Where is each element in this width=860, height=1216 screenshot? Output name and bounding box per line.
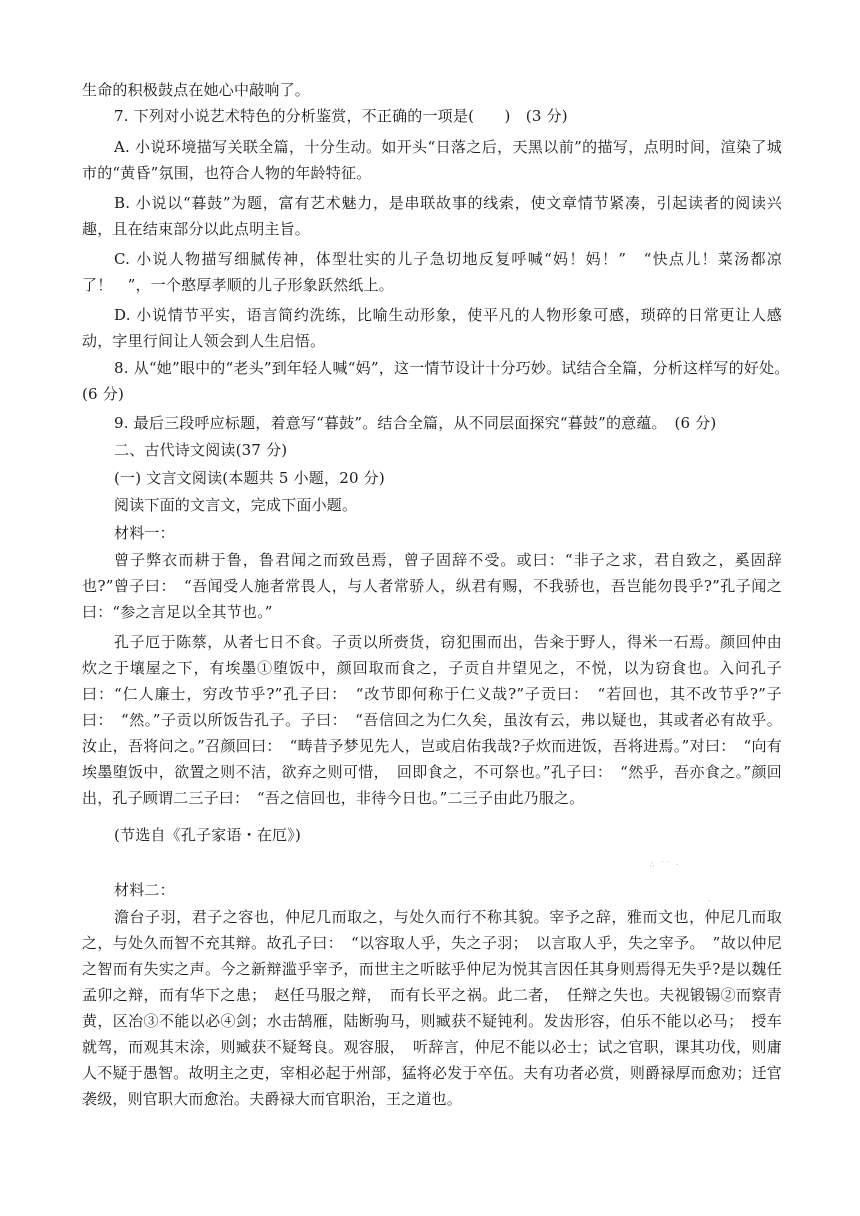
question-9: 9. 最后三段呼应标题，着意写“暮鼓”。结合全篇，从不同层面探究“暮鼓”的意蕴。 (6 分) — [114, 414, 717, 432]
material-one-para-2: 孔子厄于陈蔡，从者七日不食。子贡以所赍货，窃犯围而出，告籴于野人，得米一石焉。颜回仲由炊之于壤屋之下，有埃墨①堕饭中，颜回取而食之，子贡自井望见之，不悦，以为窃食也。入问孔子曰：“仁人廉士，穷改节乎?”孔子曰： “改节即何称于仁义哉?”子贡曰： “若回也，其不改节乎?”子曰： “然。”子贡以所饭告孔子。子曰： “吾信回之为仁久矣，虽汝有云，弗以疑也，其或者必有故乎。汝止，吾将问之。”召颜回曰： “畴昔予梦见先人，岂或启佑我哉?子炊而进饭，吾将进焉。”对曰： “向有埃墨堕饭中，欲置之则不洁，欲弃之则可惜， 回即食之，不可祭也。”孔子曰： “然乎，吾亦食之。”颜回出，孔子顾谓二三子曰： “吾之信回也，非待今日也。”二三子由此乃服之。 — [82, 633, 782, 807]
reading-instruction: 阅读下面的文言文，完成下面小题。 — [114, 496, 358, 514]
material-one-para-1: 曾子弊衣而耕于鲁，鲁君闻之而致邑焉，曾子固辞不受。或曰：“非子之求，君自致之，奚固辞也?”曾子曰： “吾闻受人施者常畏人，与人者常骄人，纵君有赐，不我骄也，吾岂能勿畏乎?”孔子闻之曰：“参之言足以全其节也。” — [82, 551, 782, 621]
section-heading: 二、古代诗文阅读(37 分) — [114, 441, 288, 459]
subsection-heading: (一) 文言文阅读(本题共 5 小题，20 分) — [114, 469, 385, 487]
material-two-para: 澹台子羽，君子之容也，仲尼几而取之，与处久而行不称其貌。宰予之辞，雅而文也，仲尼几而取之，与处久而智不充其辩。故孔子曰： “以容取人乎，失之子羽； 以言取人乎，失之宰予。 ”故以仲尼之智而有失实之声。今之新辩滥乎宰予，而世主之听眩乎仲尼为悦其言因任其身则焉得无失乎?是以魏任孟卯之辩，而有华下之患； 赵任马服之辩， 而有长平之祸。此二者， 任辩之失也。夫视锻锡②而察青黄，区冶③不能以必④剑；水击鹄雁，陆断驹马，则臧获不疑钝利。发齿形容，伯乐不能以必马； 授车就驾，而观其末涂，则臧获不疑驽良。观容服， 听辞言，仲尼不能以必士；试之官职，课其功伐，则庸人不疑于愚智。故明主之吏，宰相必起于州部，猛将必发于卒伍。夫有功者必赏，则爵禄厚而愈劝；迁官袭级，则官职大而愈治。夫爵禄大而官职治，王之道也。 — [82, 908, 782, 1108]
option-b: B. 小说以“暮鼓”为题，富有艺术魅力，是串联故事的线索，使文章情节紧凑，引起读者的阅读兴趣，且在结束部分以此点明主旨。 — [82, 194, 782, 238]
source-citation: (节选自《孔子家语・在厄》) — [114, 826, 302, 844]
scan-specks: ∴ ˙˙ · — [650, 861, 681, 869]
option-a: A. 小说环境描写关联全篇，十分生动。如开头“日落之后，天黑以前”的描写，点明时间，渲染了城市的“黄昏”氛围，也符合人物的年龄特征。 — [82, 138, 782, 182]
scan-mark: ˋ — [708, 900, 712, 908]
option-c: C. 小说人物描写细腻传神，体型壮实的儿子急切地反复呼喊“妈！妈！” “快点儿！菜汤都凉了！ ”，一个憨厚孝顺的儿子形象跃然纸上。 — [82, 250, 782, 294]
paragraph-continuation: 生命的积极鼓点在她心中敲响了。 — [82, 81, 311, 99]
question-7: 7. 下列对小说艺术特色的分析鉴赏，不正确的一项是( ) (3 分) — [114, 107, 568, 125]
option-d: D. 小说情节平实，语言简约洗练，比喻生动形象，使平凡的人物形象可感，琐碎的日常更让人感动，字里行间让人领会到人生启悟。 — [82, 306, 782, 350]
question-8: 8. 从“她”眼中的“老头”到年轻人喊“妈”，这一情节设计十分巧妙。试结合全篇，分析这样写的好处。 (6 分) — [82, 359, 798, 403]
material-one-label: 材料一： — [114, 524, 175, 542]
material-two-label: 材料二： — [114, 881, 175, 899]
